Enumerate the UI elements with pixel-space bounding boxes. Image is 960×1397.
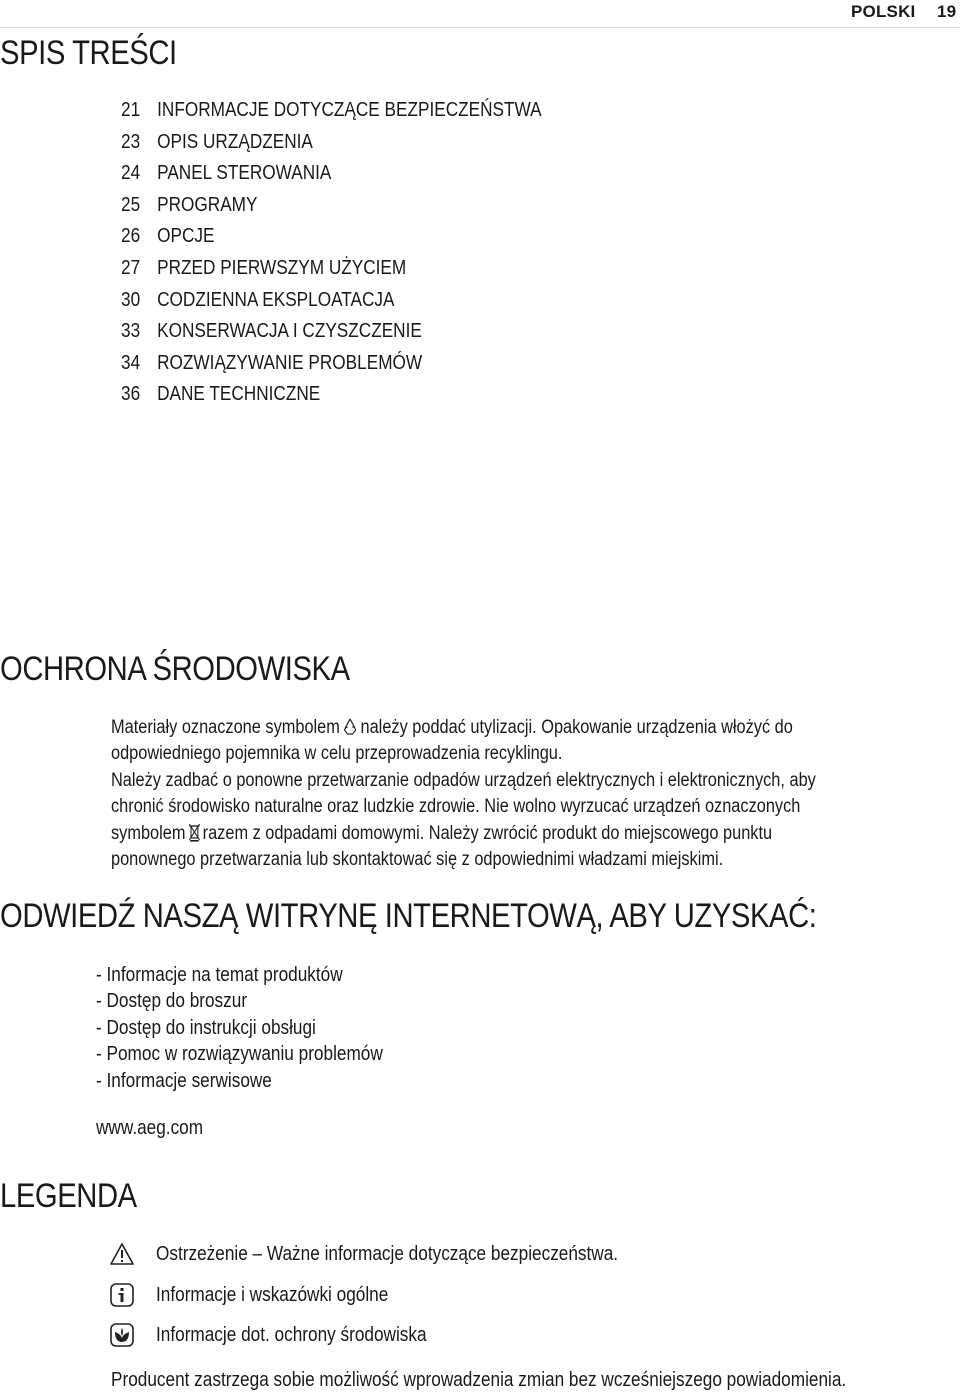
environment-line: ponownego przetwarzania lub skontaktować się z odpowiednimi władzami miejskimi.	[111, 848, 724, 870]
toc-label: ROZWIĄZYWANIE PROBLEMÓW	[157, 351, 423, 374]
website-title: ODWIEDŹ NASZĄ WITRYNĘ INTERNETOWĄ, ABY UZYSKAĆ:	[0, 897, 817, 935]
legend-title: LEGENDA	[0, 1177, 137, 1215]
legend-item-info	[108, 1278, 389, 1312]
legend-item-warning	[108, 1237, 619, 1271]
environment-line	[111, 821, 851, 847]
toc-entry[interactable]	[121, 191, 542, 223]
crossed-bin-icon	[188, 823, 200, 850]
toc-page-number: 36	[121, 383, 141, 406]
environment-text: razem z odpadami domowymi. Należy zwrócić produkt do miejscowego punktu	[202, 822, 773, 844]
page-number: 19	[937, 2, 957, 21]
environment-title: OCHRONA ŚRODOWISKA	[0, 650, 350, 688]
toc-entry[interactable]	[121, 128, 542, 160]
header-language: POLSKI	[851, 2, 916, 21]
toc-page-number: 27	[121, 256, 141, 279]
toc-label: INFORMACJE DOTYCZĄCE BEZPIECZEŃSTWA	[157, 99, 542, 121]
toc-list	[121, 96, 610, 412]
toc-entry[interactable]	[121, 96, 542, 128]
toc-label: PRZED PIERWSZYM UŻYCIEM	[157, 256, 407, 279]
toc-page-number: 21	[121, 99, 141, 121]
website-list-item: - Dostęp do broszur	[96, 990, 248, 1013]
info-icon	[108, 1281, 136, 1309]
toc-page-number: 26	[121, 225, 141, 248]
toc-label: PANEL STEROWANIA	[157, 162, 332, 185]
toc-page-number: 24	[121, 162, 141, 185]
website-list-item: - Informacje serwisowe	[96, 1069, 272, 1092]
toc-entry[interactable]	[121, 380, 542, 412]
environment-line: Należy zadbać o ponowne przetwarzanie odpadów urządzeń elektrycznych i elektronicznych, aby	[111, 769, 816, 791]
toc-entry[interactable]	[121, 222, 542, 254]
toc-page-number: 23	[121, 130, 141, 153]
toc-page-number: 34	[121, 351, 141, 374]
environment-line: odpowiedniego pojemnika w celu przeprowadzenia recyklingu.	[111, 743, 563, 765]
environment-icon	[108, 1321, 136, 1349]
environment-paragraph	[111, 715, 960, 873]
toc-entry[interactable]	[121, 286, 542, 318]
environment-text: symbolem	[111, 822, 186, 844]
legend-text: Ostrzeżenie – Ważne informacje dotyczące bezpieczeństwa.	[156, 1242, 619, 1265]
toc-label: OPCJE	[157, 225, 215, 248]
toc-label: DANE TECHNICZNE	[157, 383, 321, 406]
website-list	[96, 962, 429, 1094]
website-list-item: - Informacje na temat produktów	[96, 964, 343, 986]
toc-label: CODZIENNA EKSPLOATACJA	[157, 288, 395, 311]
environment-text: należy poddać utylizacji. Opakowanie urządzenia włożyć do	[360, 717, 793, 738]
toc-page-number: 30	[121, 288, 141, 311]
website-list-item: - Pomoc w rozwiązywaniu problemów	[96, 1043, 383, 1066]
environment-text: Materiały oznaczone symbolem	[111, 717, 340, 738]
legend-text: Informacje i wskazówki ogólne	[156, 1283, 389, 1306]
recycle-icon	[342, 717, 357, 744]
legend-item-environment	[108, 1318, 427, 1352]
website-url-link[interactable]: www.aeg.com	[96, 1117, 204, 1139]
environment-line	[111, 715, 851, 741]
footer-disclaimer: Producent zastrzega sobie możliwość wprowadzenia zmian bez wcześniejszego powiadomienia.	[111, 1369, 847, 1391]
toc-page-number: 25	[121, 193, 141, 216]
toc-entry[interactable]	[121, 349, 542, 381]
warning-icon	[108, 1240, 136, 1268]
toc-entry[interactable]	[121, 317, 542, 349]
toc-label: PROGRAMY	[157, 193, 258, 216]
website-list-item: - Dostęp do instrukcji obsługi	[96, 1016, 316, 1039]
toc-entry[interactable]	[121, 254, 542, 286]
environment-line: chronić środowisko naturalne oraz ludzkie zdrowie. Nie wolno wyrzucać urządzeń oznaczonych	[111, 796, 801, 818]
toc-label: OPIS URZĄDZENIA	[157, 130, 313, 153]
toc-title: SPIS TREŚCI	[0, 34, 177, 72]
header-divider	[0, 27, 960, 28]
legend-text: Informacje dot. ochrony środowiska	[156, 1323, 427, 1346]
toc-entry[interactable]	[121, 159, 542, 191]
toc-label: KONSERWACJA I CZYSZCZENIE	[157, 320, 422, 343]
toc-page-number: 33	[121, 320, 141, 343]
